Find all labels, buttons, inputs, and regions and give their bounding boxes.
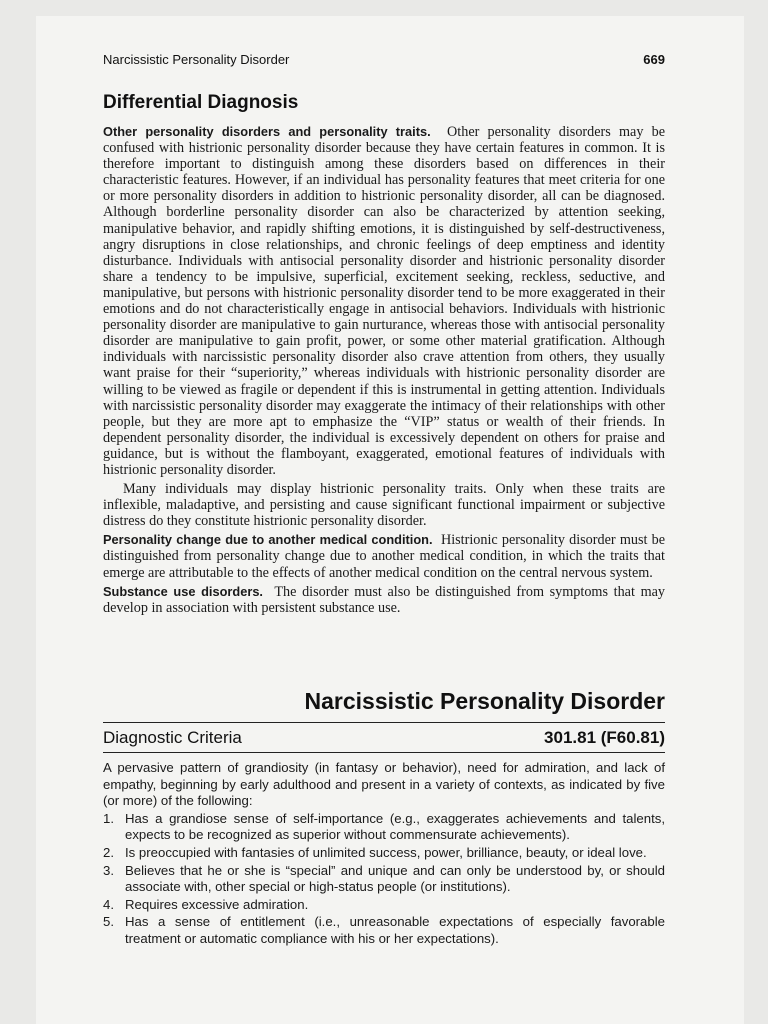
paragraph-lead: Substance use disorders. bbox=[103, 583, 263, 599]
diagnostic-code: 301.81 (F60.81) bbox=[544, 728, 665, 747]
paragraph-lead: Other personality disorders and personality traits. bbox=[103, 124, 431, 139]
running-header bbox=[103, 52, 665, 67]
item-text: Believes that he or she is “special” and unique and can only be understood by, or should associate with, other special or high-status people (or institutions). bbox=[125, 862, 665, 895]
paragraph-other-personality bbox=[103, 124, 665, 478]
paragraph-text: Many individuals may display histrionic personality traits. Only when these traits are inflexible, maladaptive, and persisting and cause significant functional impairment or subjective distress do they constitute histrionic personality disorder. bbox=[103, 481, 665, 530]
paragraph-substance-use bbox=[103, 584, 665, 616]
item-number: 4. bbox=[103, 896, 114, 912]
item-text: Requires excessive admiration. bbox=[125, 896, 309, 912]
criteria-intro: A pervasive pattern of grandiosity (in fantasy or behavior), need for admiration, and lack of empathy, beginning by early adulthood and present in a variety of contexts, as indicated by five (or more) of the following: bbox=[103, 760, 665, 809]
list-item bbox=[103, 863, 665, 896]
item-number: 1. bbox=[103, 810, 114, 826]
criteria-list bbox=[103, 811, 665, 948]
section-heading: Differential Diagnosis bbox=[103, 92, 299, 113]
paragraph-traits bbox=[103, 481, 665, 529]
list-item bbox=[103, 914, 665, 947]
item-number: 3. bbox=[103, 862, 114, 878]
disorder-title: Narcissistic Personality Disorder bbox=[304, 688, 665, 714]
paragraph-text: Other personality disorders may be confused with histrionic personality disorder because they have certain features in common. It is therefore important to distinguish among these disorders based on differences in their characteristic features. However, if an individual has personality features that meet criteria for one or more personality disorders in addition to histrionic personality disorder, all can be diagnosed. Although borderline personality disorder can also be characterized by attention seeking, manipulative behavior, and rapidly shifting emotions, it is distinguished by self-destructiveness, angry disruptions in close relationships, and chronic feelings of deep emptiness and identity disturbance. Individuals with antisocial personality disorder and histrionic personality disorder share a tendency to be impulsive, superficial, excitement seeking, reckless, seductive, and manipulative, but persons with histrionic personality disorder tend to be more exaggerated in their emotions and do not characteristically engage in antisocial behaviors. Individuals with histrionic personality disorder are manipulative to gain nurturance, whereas those with antisocial personality disorder are manipulative to gain profit, power, or some other material gratification. Although individuals with narcissistic personality disorder also crave attention from others, they usually want praise for their “superiority,” whereas individuals with histrionic personality disorder are willing to be viewed as fragile or dependent if this is instrumental in getting attention. Individuals with narcissistic personality disorder may exaggerate the intimacy of their relationships with other people, but they are more apt to emphasize the “VIP” status or wealth of their friends. In dependent personality disorder, the individual is excessively dependent on others for praise and guidance, but is without the flamboyant, exaggerated, emotional features of individuals with histrionic personality disorder. bbox=[103, 124, 665, 478]
criteria-rule bbox=[103, 752, 665, 753]
item-text: Has a grandiose sense of self-importance (e.g., exaggerates achievements and talents, expects to be recognized as superior without commensurate achievements). bbox=[125, 810, 665, 843]
criteria-bar bbox=[103, 728, 665, 748]
list-item bbox=[103, 897, 665, 914]
criteria-body bbox=[103, 760, 665, 949]
paragraph-lead: Personality change due to another medical condition. bbox=[103, 532, 433, 548]
page-number: 669 bbox=[643, 52, 665, 67]
paragraph-text: Histrionic personality disorder must be distinguished from personality change due to another medical condition, in which the traits that emerge are attributable to the effects of another medical condition on the central nervous system. bbox=[103, 532, 665, 581]
paragraph-text: The disorder must also be distinguished from symptoms that may develop in association with persistent substance use. bbox=[103, 583, 666, 616]
list-item bbox=[103, 845, 665, 862]
criteria-label: Diagnostic Criteria bbox=[103, 728, 242, 747]
differential-body bbox=[103, 124, 665, 619]
running-title: Narcissistic Personality Disorder bbox=[103, 52, 290, 67]
item-text: Is preoccupied with fantasies of unlimited success, power, brilliance, beauty, or ideal love. bbox=[125, 844, 647, 860]
title-rule bbox=[103, 722, 665, 723]
paragraph-medical-condition bbox=[103, 532, 665, 580]
list-item bbox=[103, 811, 665, 844]
item-text: Has a sense of entitlement (i.e., unreasonable expectations of especially favorable treatment or automatic compliance with his or her expectations). bbox=[125, 914, 665, 946]
item-number: 5. bbox=[103, 914, 114, 930]
item-number: 2. bbox=[103, 844, 114, 860]
